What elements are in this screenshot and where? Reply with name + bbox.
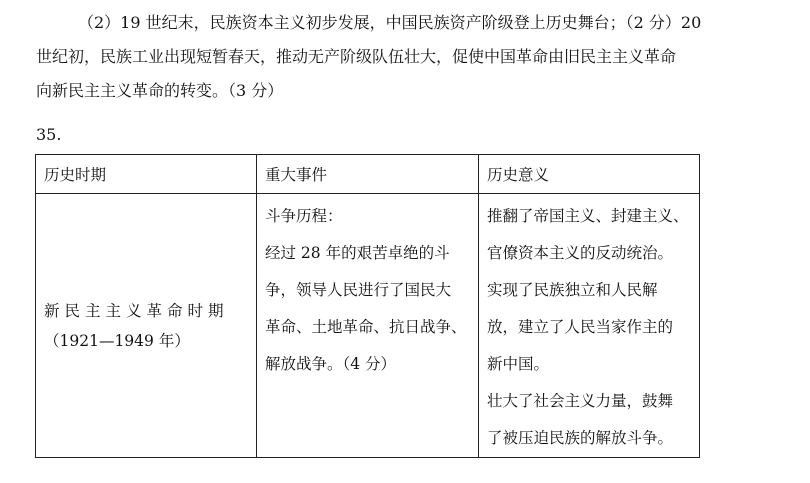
answer-table [35,154,700,458]
significance-line: 官僚资本主义的反动统治。 [487,244,674,262]
answer-paragraph [36,6,708,108]
period-years: （1921—1949 年） [44,331,190,350]
events-line: 革命、土地革命、抗日战争、 [265,318,467,336]
table-header-row [36,155,700,194]
question-number: 35. [36,125,62,144]
paragraph-line: 世纪初，民族工业出现短暂春天，推动无产阶级队伍壮大，促使中国革命由旧民主主义革命 [36,47,677,66]
events-line: 解放战争。（4 分） [265,355,397,373]
significance-line: 新中国。 [487,355,550,373]
events-line: 经过 28 年的艰苦卓绝的斗 [265,244,450,262]
period-name: 新民主主义革命时期 [44,301,229,320]
events-cell [257,194,479,458]
header-significance: 历史意义 [479,155,700,194]
events-line: 斗争历程： [265,207,343,225]
significance-line: 放，建立了人民当家作主的 [487,318,674,336]
events-line: 争，领导人民进行了国民大 [265,281,452,299]
significance-line: 实现了民族独立和人民解 [487,281,658,299]
period-cell [36,194,257,458]
significance-cell [479,194,700,458]
significance-line: 壮大了社会主义力量，鼓舞 [487,392,674,410]
significance-line: 推翻了帝国主义、封建主义、 [487,207,689,225]
header-period: 历史时期 [36,155,257,194]
header-events: 重大事件 [257,155,479,194]
table-row [36,194,700,458]
paragraph-line: 向新民主主义革命的转变。（3 分） [36,81,284,100]
significance-line: 了被压迫民族的解放斗争。 [487,429,674,447]
paragraph-line: （2）19 世纪末，民族资本主义初步发展，中国民族资产阶级登上历史舞台；（2 分）20 [78,13,702,32]
